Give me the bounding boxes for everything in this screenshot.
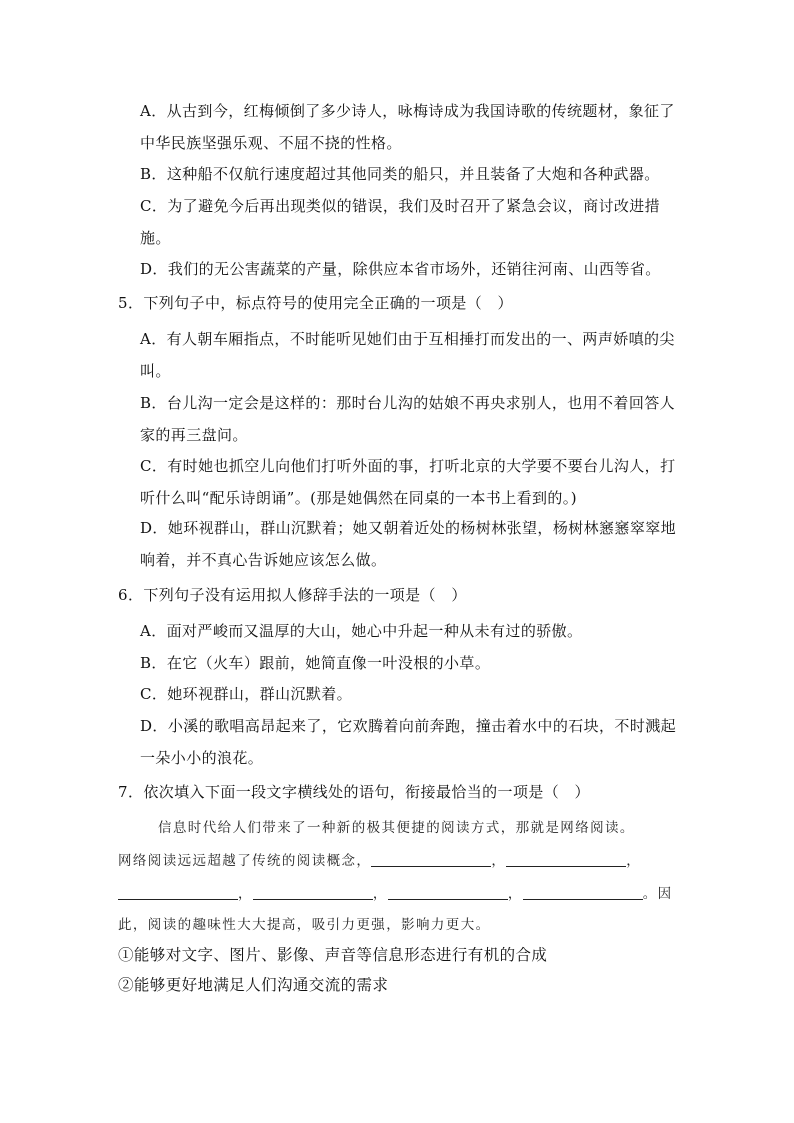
sep-3: ， bbox=[238, 886, 253, 902]
sep-5: ， bbox=[507, 886, 523, 902]
q4-option-c: C．为了避免今后再出现类似的错误，我们及时召开了紧急会议，商讨改进措施。 bbox=[140, 197, 661, 247]
q7-passage-line-2 bbox=[118, 845, 678, 878]
q6-option-a: A．面对严峻而又温厚的大山，她心中升起一种从未有过的骄傲。 bbox=[140, 622, 583, 640]
q7-stem: 7．依次填入下面一段文字横线处的语句，衔接最恰当的一项是（ ） bbox=[118, 783, 590, 801]
q5-option-a: A．有人朝车厢指点，不时能听见她们由于互相捶打而发出的一、两声娇嗔的尖叫。 bbox=[140, 330, 675, 380]
fill-blank-6 bbox=[523, 883, 643, 900]
q6-option-c: C．她环视群山，群山沉默着。 bbox=[140, 685, 353, 703]
q7-passage-text: 网络阅读远远超越了传统的阅读概念， bbox=[118, 853, 372, 869]
fill-blank-3 bbox=[118, 883, 238, 900]
q6-option-d: D．小溪的歌唱高昂起来了，它欢腾着向前奔跑，撞击着水中的石块，不时溅起一朵小小的浪花。 bbox=[140, 717, 677, 767]
q5-option-b: B．台儿沟一定会是这样的：那时台儿沟的姑娘不再央求别人，也用不着回答人家的再三盘问。 bbox=[140, 394, 676, 444]
sep-4: ， bbox=[372, 886, 388, 902]
q4-option-a: A．从古到今，红梅倾倒了多少诗人，咏梅诗成为我国诗歌的传统题材，象征了中华民族坚强乐观、不屈不挠的性格。 bbox=[140, 102, 675, 152]
sep-1: ， bbox=[491, 853, 507, 869]
q7-passage-line-4: 此，阅读的趣味性大大提高，吸引力更强，影响力更大。 bbox=[118, 917, 491, 933]
q6-option-b: B．在它（火车）跟前，她简直像一叶没根的小草。 bbox=[140, 654, 491, 672]
sep-2: ， bbox=[626, 853, 642, 869]
fill-blank-2 bbox=[506, 850, 626, 867]
q7-item-2: ②能够更好地满足人们沟通交流的需求 bbox=[118, 976, 389, 994]
q6-stem: 6．下列句子没有运用拟人修辞手法的一项是（ ） bbox=[118, 586, 467, 604]
q7-passage-line-1: 信息时代给人们带来了一种新的极其便捷的阅读方式，那就是网络阅读。 bbox=[158, 820, 635, 836]
fill-blank-5 bbox=[388, 883, 508, 900]
passage-end-a: 。因 bbox=[642, 886, 673, 902]
q7-item-1: ①能够对文字、图片、影像、声音等信息形态进行有机的合成 bbox=[118, 946, 548, 964]
q5-option-d: D．她环视群山，群山沉默着；她又朝着近处的杨树林张望，杨树林窸窸窣窣地响着，并不真心告诉她应该怎么做。 bbox=[140, 519, 677, 569]
fill-blank-4 bbox=[253, 883, 373, 900]
q4-option-d: D．我们的无公害蔬菜的产量，除供应本省市场外，还销往河南、山西等省。 bbox=[140, 260, 661, 278]
fill-blank-1 bbox=[371, 850, 491, 867]
q4-option-b: B．这种船不仅航行速度超过其他同类的船只，并且装备了大炮和各种武器。 bbox=[140, 165, 660, 183]
q7-passage-line-3 bbox=[118, 878, 718, 911]
q5-option-c: C．有时她也抓空儿向他们打听外面的事，打听北京的大学要不要台儿沟人，打听什么叫“配乐诗朗诵”。(那是她偶然在同桌的一本书上看到的。) bbox=[140, 457, 676, 507]
q5-stem: 5．下列句子中，标点符号的使用完全正确的一项是（ ） bbox=[118, 294, 513, 312]
